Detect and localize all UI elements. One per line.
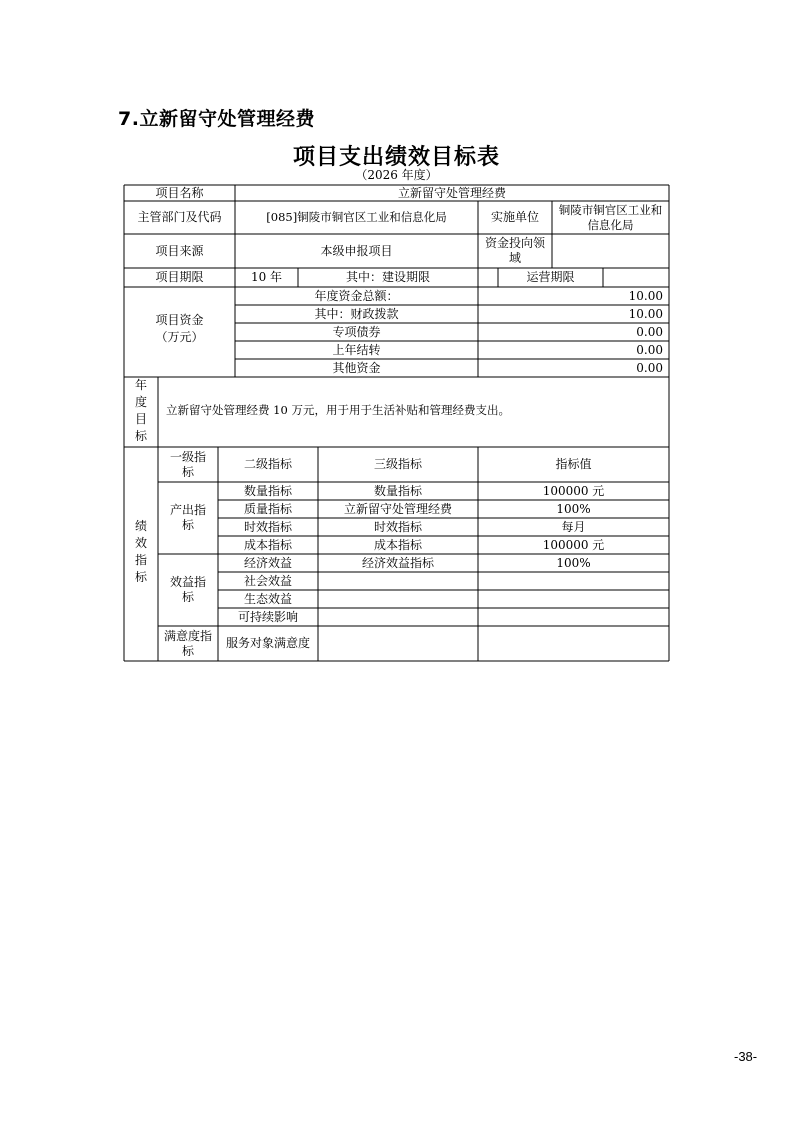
level3-cell: 立新留守处管理经费 [343, 501, 452, 516]
level3-cell: 时效指标 [373, 519, 422, 534]
dept-label: 主管部门及代码 [137, 210, 222, 224]
fund-item-label: 上年结转 [332, 342, 381, 357]
fund-direction-label: 资金投向领域 [484, 236, 545, 265]
level3-cell: 经济效益指标 [361, 555, 434, 570]
operation-period-value [603, 268, 669, 287]
funds-label: 项目资金 [155, 313, 204, 327]
header-level2: 二级指标 [243, 457, 292, 471]
level2-cell: 社会效益 [243, 573, 292, 588]
fund-item-value: 10.00 [628, 288, 663, 303]
value-cell: 100% [556, 501, 591, 516]
impl-unit-label: 实施单位 [490, 210, 539, 224]
construction-period-value [478, 268, 498, 287]
value-cell [478, 590, 669, 608]
level1-satisfaction: 满意度指标 [163, 628, 212, 658]
level2-cell: 质量指标 [243, 501, 292, 516]
table-title: 项目支出绩效目标表 [292, 145, 500, 170]
level3-cell [318, 608, 478, 626]
level1-benefit: 效益指标 [169, 575, 206, 604]
level3-cell: 数量指标 [373, 483, 422, 498]
annual-goal-label-char: 年 [134, 378, 147, 392]
level2-cell: 时效指标 [243, 519, 292, 534]
page-number: -38- [734, 1049, 758, 1064]
fund-item-label: 专项债券 [332, 324, 381, 339]
project-name-label: 项目名称 [155, 185, 204, 200]
impl-unit-value: 铜陵市铜官区工业和信息化局 [558, 202, 663, 232]
value-cell [478, 626, 669, 661]
level3-cell [318, 590, 478, 608]
period-label: 项目期限 [155, 270, 204, 284]
level3-cell: 成本指标 [373, 537, 422, 552]
fund-item-label: 其中：财政拨款 [314, 306, 399, 321]
section-heading: 7.立新留守处管理经费 [118, 108, 315, 130]
annual-goal-text: 立新留守处管理经费 10 万元，用于用于生活补贴和管理经费支出。 [166, 402, 510, 417]
value-cell: 每月 [561, 519, 586, 534]
performance-label-char: 绩 [134, 519, 147, 533]
level2-cell: 可持续影响 [237, 609, 298, 624]
annual-goal-label-char: 目 [134, 412, 147, 426]
header-value: 指标值 [555, 457, 592, 471]
operation-period-label: 运营期限 [526, 270, 575, 284]
level3-cell [318, 626, 478, 661]
funds-unit-label: （万元） [155, 330, 204, 344]
fund-item-value: 0.00 [636, 342, 663, 357]
fund-direction-value [552, 234, 669, 268]
construction-period-label: 其中：建设期限 [345, 270, 430, 284]
value-cell: 100% [556, 555, 591, 570]
header-level1: 一级指标 [169, 449, 206, 479]
source-value: 本级申报项目 [320, 243, 393, 258]
level2-cell: 成本指标 [243, 537, 292, 552]
performance-label-char: 标 [134, 570, 147, 584]
fund-item-label: 其他资金 [332, 360, 381, 375]
level2-cell: 服务对象满意度 [225, 636, 310, 650]
level2-cell: 数量指标 [243, 483, 292, 498]
performance-label-char: 效 [134, 536, 147, 550]
level1-output: 产出指标 [169, 503, 206, 532]
level3-cell [318, 572, 478, 590]
value-cell: 100000 元 [542, 483, 605, 498]
fund-item-value: 0.00 [636, 324, 663, 339]
year-label: （2026 年度） [355, 168, 438, 182]
value-cell: 100000 元 [542, 537, 605, 552]
period-value: 10 年 [250, 270, 283, 284]
fund-item-value: 10.00 [628, 306, 663, 321]
dept-value: [085]铜陵市铜官区工业和信息化局 [266, 210, 447, 224]
value-cell [478, 608, 669, 626]
performance-label-char: 指 [134, 553, 147, 567]
annual-goal-label-char: 标 [134, 429, 147, 443]
header-level3: 三级指标 [373, 457, 422, 471]
level2-cell: 经济效益 [243, 555, 292, 570]
project-name-value: 立新留守处管理经费 [397, 185, 506, 200]
value-cell [478, 572, 669, 590]
source-label: 项目来源 [155, 243, 204, 258]
fund-item-label: 年度资金总额： [314, 288, 399, 303]
fund-item-value: 0.00 [636, 360, 663, 375]
annual-goal-label-char: 度 [134, 395, 147, 409]
level2-cell: 生态效益 [243, 591, 292, 606]
